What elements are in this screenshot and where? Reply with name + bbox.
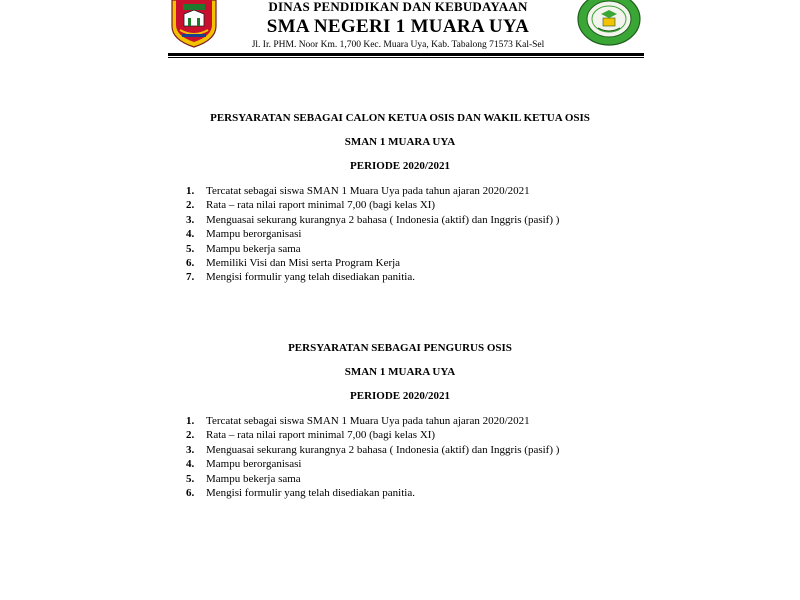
list-item-text: Rata – rata nilai raport minimal 7,00 (bagi kelas XI) <box>206 199 436 212</box>
list-item-number: 2. <box>186 429 195 442</box>
list-item <box>186 270 559 284</box>
list-item-number: 5. <box>186 242 195 255</box>
list-item <box>186 414 559 428</box>
list-item-text: Mengisi formulir yang telah disediakan panitia. <box>206 271 415 284</box>
section2-school: SMAN 1 MUARA UYA <box>344 366 456 378</box>
list-item-text: Tercatat sebagai siswa SMAN 1 Muara Uya pada tahun ajaran 2020/2021 <box>206 185 530 197</box>
list-item-text: Menguasai sekurang kurangnya 2 bahasa ( Indonesia (aktif) dan Inggris (pasif) ) <box>206 443 560 456</box>
section1-period: PERIODE 2020/2021 <box>350 160 450 172</box>
list-item-text: Tercatat sebagai siswa SMAN 1 Muara Uya pada tahun ajaran 2020/2021 <box>206 415 530 427</box>
list-item-number: 1. <box>186 415 195 427</box>
section1-title: PERSYARATAN SEBAGAI CALON KETUA OSIS DAN WAKIL KETUA OSIS <box>210 112 590 124</box>
letterhead-rule-thick <box>168 53 644 56</box>
list-item <box>186 227 559 241</box>
list-item-number: 1. <box>186 185 195 197</box>
list-item <box>186 472 559 486</box>
school-name: SMA NEGERI 1 MUARA UYA <box>266 16 530 37</box>
list-item <box>186 184 559 198</box>
list-item-text: Mampu bekerja sama <box>206 472 301 485</box>
list-item-text: Rata – rata nilai raport minimal 7,00 (bagi kelas XI) <box>206 429 436 442</box>
provincial-crest-icon <box>168 0 220 48</box>
list-item-text: Menguasai sekurang kurangnya 2 bahasa ( Indonesia (aktif) dan Inggris (pasif) ) <box>206 213 560 226</box>
department-name: DINAS PENDIDIKAN DAN KEBUDAYAAN <box>268 0 528 14</box>
section2-period: PERIODE 2020/2021 <box>350 390 450 402</box>
list-item <box>186 256 559 270</box>
list-item-text: Mampu bekerja sama <box>206 242 301 255</box>
list-item <box>186 443 559 457</box>
list-item-text: Mengisi formulir yang telah disediakan panitia. <box>206 487 415 500</box>
list-item-number: 6. <box>186 257 195 270</box>
list-item <box>186 428 559 442</box>
section1-requirements-list <box>186 184 559 285</box>
school-emblem-icon <box>576 0 642 46</box>
list-item-number: 3. <box>186 213 195 226</box>
section2-title: PERSYARATAN SEBAGAI PENGURUS OSIS <box>288 342 512 354</box>
list-item-text: Memiliki Visi dan Misi serta Program Kerja <box>206 257 401 270</box>
list-item-number: 6. <box>186 487 195 500</box>
list-item-number: 4. <box>186 228 195 241</box>
list-item-number: 4. <box>186 458 195 471</box>
list-item-number: 5. <box>186 472 195 485</box>
list-item-text: Mampu berorganisasi <box>206 458 302 471</box>
list-item-number: 2. <box>186 199 195 212</box>
list-item-number: 3. <box>186 443 195 456</box>
letterhead-rule-thin <box>168 57 644 58</box>
section2-requirements-list <box>186 414 559 500</box>
list-item <box>186 213 559 227</box>
section1-school: SMAN 1 MUARA UYA <box>344 136 456 148</box>
list-item <box>186 486 559 500</box>
school-address: Jl. Ir. PHM. Noor Km. 1,700 Kec. Muara Uya, Kab. Tabalong 71573 Kal-Sel <box>251 40 545 50</box>
list-item-number: 7. <box>186 271 195 284</box>
list-item <box>186 198 559 212</box>
list-item-text: Mampu berorganisasi <box>206 228 302 241</box>
list-item <box>186 457 559 471</box>
list-item <box>186 242 559 256</box>
